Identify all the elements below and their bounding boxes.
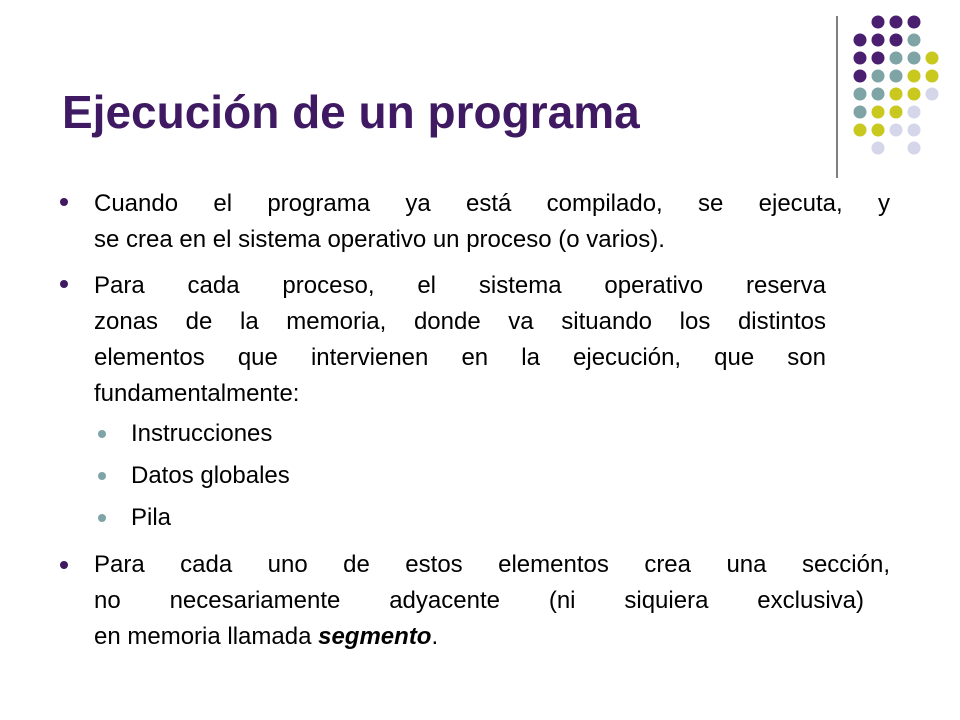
emphasized-term: segmento — [318, 623, 432, 650]
bullet-3-period: . — [431, 623, 439, 650]
sub-item-datos-globales: Datos globales — [131, 462, 290, 489]
bullet-3-line-3 — [94, 619, 890, 655]
sub-bullet-marker — [98, 430, 106, 438]
sub-bullet-marker — [98, 514, 106, 522]
bullet-1-line-1: Cuando el programa ya está compilado, se ejecuta, y — [94, 190, 890, 217]
bullet-marker — [60, 198, 68, 206]
bullet-3-line-2: no necesariamente adyacente (ni siquiera exclusiva) — [94, 587, 864, 614]
slide-title: Ejecución de un programa — [62, 86, 640, 138]
bullet-2-line-2: zonas de la memoria, donde va situando los distintos — [94, 308, 826, 335]
sub-bullet-marker — [98, 472, 106, 480]
sub-item-instrucciones: Instrucciones — [131, 420, 273, 447]
sub-item-pila: Pila — [131, 504, 172, 531]
bullet-text-2 — [94, 268, 826, 412]
bullet-3-line-3-text: en memoria llamada — [94, 623, 312, 650]
bullet-text-1 — [94, 186, 890, 258]
bullet-2-line-4: fundamentalmente: — [94, 380, 300, 407]
bullet-3-line-1: Para cada uno de estos elementos crea una sección, — [94, 551, 890, 578]
bullet-text-3 — [94, 547, 890, 655]
bullet-2-line-1: Para cada proceso, el sistema operativo reserva — [94, 272, 826, 299]
bullet-marker — [60, 561, 68, 569]
bullet-2-line-3: elementos que intervienen en la ejecución, que son — [94, 344, 826, 371]
bullet-marker — [60, 280, 68, 288]
bullet-1-line-2: se crea en el sistema operativo un proceso (o varios). — [94, 226, 665, 253]
